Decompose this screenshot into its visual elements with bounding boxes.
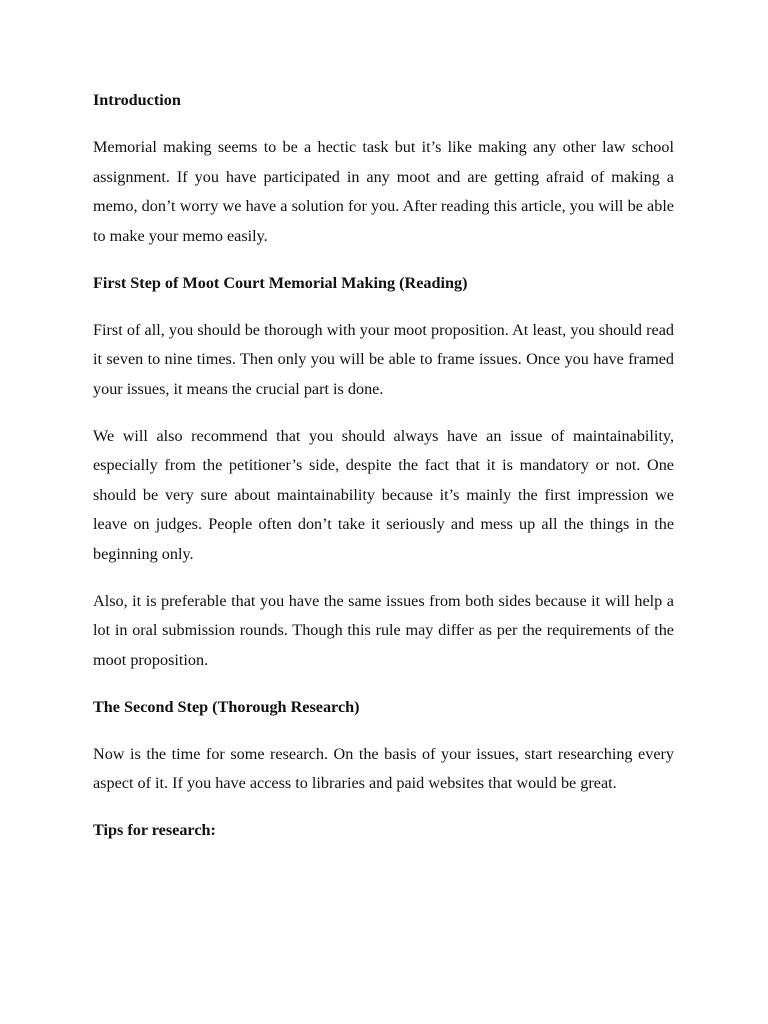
step1-paragraph-2: We will also recommend that you should always have an issue of maintainability, especially from the petitioner’s side, despite the fact that it is mandatory or not. One should be very sure about maintainability because it’s mainly the first impression we leave on judges. People often don’t take it seriously and mess up all the things in the beginning only. xyxy=(93,426,674,563)
intro-heading: Introduction xyxy=(93,91,181,109)
step2-heading: The Second Step (Thorough Research) xyxy=(93,697,360,716)
intro-paragraph: Memorial making seems to be a hectic task but it’s like making any other law school assignment. If you have participated in any moot and are getting afraid of making a memo, don’t worry we have a solution for you. After reading this article, you will be able to make your memo easily. xyxy=(93,138,674,245)
tips-heading: Tips for research: xyxy=(93,821,216,839)
step1-paragraph-1: First of all, you should be thorough with your moot proposition. At least, you should read it seven to nine times. Then only you will be able to frame issues. Once you have framed your issues, it means the crucial part is done. xyxy=(93,320,674,398)
document-body xyxy=(93,86,674,863)
step1-heading: First Step of Moot Court Memorial Making (Reading) xyxy=(93,273,468,292)
step1-paragraph-3: Also, it is preferable that you have the same issues from both sides because it will help a lot in oral submission rounds. Though this rule may differ as per the requirements of the moot proposition. xyxy=(93,591,674,669)
step2-paragraph-1: Now is the time for some research. On the basis of your issues, start researching every aspect of it. If you have access to libraries and paid websites that would be great. xyxy=(93,744,674,792)
